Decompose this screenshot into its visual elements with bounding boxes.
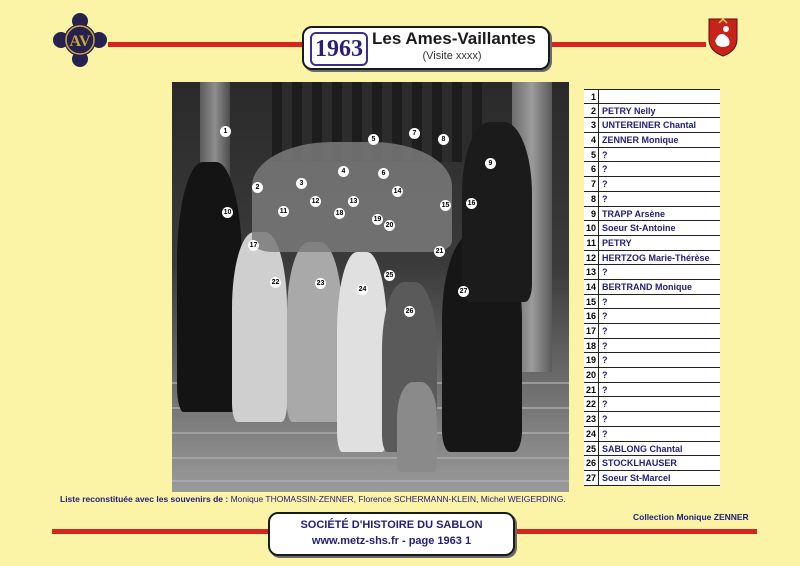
photo-marker: 18: [335, 210, 344, 217]
list-item-number: 20: [584, 368, 599, 382]
list-item-number: 17: [584, 324, 599, 338]
list-item-name: ZENNER Monique: [602, 135, 679, 146]
list-item: [584, 412, 720, 427]
photo-marker: 13: [349, 198, 358, 205]
list-item-number: 9: [584, 207, 599, 221]
list-item-number: 1: [584, 90, 599, 103]
footer-box: [268, 512, 515, 556]
list-item: [584, 280, 720, 295]
list-item-number: 22: [584, 397, 599, 411]
list-item: [584, 236, 720, 251]
list-item-number: 6: [584, 162, 599, 176]
photo-marker: 5: [368, 134, 379, 145]
list-item: [584, 427, 720, 442]
list-item-number: 14: [584, 280, 599, 294]
photo-marker: 11: [279, 208, 288, 215]
list-item: [584, 383, 720, 398]
list-item-name: PETRY Nelly: [602, 105, 656, 116]
list-item: [584, 456, 720, 471]
list-item: [584, 221, 720, 236]
list-item-name: ?: [602, 340, 608, 351]
girl-figure: [287, 242, 342, 422]
list-item: [584, 89, 720, 104]
photo-marker: 19: [373, 216, 382, 223]
list-item: [584, 133, 720, 148]
list-item-name: UNTEREINER Chantal: [602, 120, 697, 131]
av-logo-icon: [52, 12, 108, 68]
girl-figure: [232, 232, 287, 422]
list-item-name: ?: [602, 370, 608, 381]
list-item-name: TRAPP Arsène: [602, 208, 666, 219]
title-box: [302, 26, 550, 70]
list-item: [584, 397, 720, 412]
list-item-name: ?: [602, 428, 608, 439]
list-item-name: ?: [602, 267, 608, 278]
page-title: Les Ames-Vaillantes: [372, 29, 536, 48]
list-item-number: 27: [584, 471, 599, 485]
sources-caption: [60, 494, 566, 504]
photo-marker: 20: [385, 222, 394, 229]
list-item: [584, 353, 720, 368]
list-item-number: 10: [584, 221, 599, 235]
page-subtitle: (Visite xxxx): [422, 50, 482, 62]
list-item-number: 5: [584, 148, 599, 162]
site-page-link[interactable]: www.metz-shs.fr - page 1963 1: [311, 535, 472, 547]
photo-marker: 26: [405, 308, 414, 315]
list-item: [584, 339, 720, 354]
list-item-name: ?: [602, 399, 608, 410]
list-item-name: PETRY: [602, 237, 632, 248]
coat-figure: [397, 382, 437, 472]
list-item-name: ?: [602, 384, 608, 395]
logo-text: AV: [69, 33, 91, 50]
list-item: [584, 309, 720, 324]
photo-marker: 24: [358, 286, 367, 293]
list-item: [584, 368, 720, 383]
list-item-name: ?: [602, 355, 608, 366]
list-item-name: SABLONG Chantal: [602, 443, 683, 454]
society-name: SOCIÉTÉ D'HISTOIRE DU SABLON: [300, 519, 483, 531]
photo-marker: 27: [459, 288, 468, 295]
photo-marker: 8: [438, 134, 449, 145]
list-item-name: ?: [602, 149, 608, 160]
list-item-number: 18: [584, 339, 599, 353]
list-item: [584, 118, 720, 133]
list-item: [584, 207, 720, 222]
photo-marker: 16: [467, 200, 476, 207]
list-item-name: ?: [602, 311, 608, 322]
header-line-left: [108, 42, 302, 47]
priest-figure: [462, 122, 532, 302]
list-item-number: 3: [584, 118, 599, 132]
list-item: [584, 442, 720, 457]
photo-marker: 3: [296, 178, 307, 189]
list-item-name: ?: [602, 296, 608, 307]
list-item-number: 11: [584, 236, 599, 250]
photo-marker: 23: [316, 280, 325, 287]
list-item-name: ?: [602, 414, 608, 425]
list-item: [584, 471, 720, 486]
photo-marker: 6: [378, 168, 389, 179]
list-item-name: ?: [602, 164, 608, 175]
list-item: [584, 177, 720, 192]
photo-marker: 1: [220, 126, 231, 137]
photo-marker: 15: [441, 202, 450, 209]
list-item-number: 26: [584, 456, 599, 470]
list-item-name: Soeur St-Antoine: [602, 223, 676, 234]
list-item-number: 7: [584, 177, 599, 191]
list-item: [584, 251, 720, 266]
photo-marker: 2: [252, 182, 263, 193]
photo-marker: 7: [409, 128, 420, 139]
crest-icon: [707, 17, 739, 57]
list-item: [584, 265, 720, 280]
sources-names: Monique THOMASSIN-ZENNER, Florence SCHERMANN-KLEIN, Michel WEIGERDING.: [230, 494, 566, 504]
list-item-number: 12: [584, 251, 599, 265]
list-item: [584, 162, 720, 177]
list-item-number: 4: [584, 133, 599, 147]
photo-marker: 17: [249, 242, 258, 249]
list-item-number: 24: [584, 427, 599, 441]
list-item-name: ?: [602, 193, 608, 204]
list-item-number: 16: [584, 309, 599, 323]
list-item-name: Soeur St-Marcel: [602, 472, 671, 483]
photo-marker: 25: [385, 272, 394, 279]
list-item-name: ?: [602, 179, 608, 190]
list-item-number: 13: [584, 265, 599, 279]
photo-marker: 14: [393, 188, 402, 195]
group-photo: [172, 82, 569, 492]
sources-label: Liste reconstituée avec les souvenirs de :: [60, 494, 229, 504]
list-item-number: 8: [584, 192, 599, 206]
list-item-name: STOCKLHAUSER: [602, 458, 677, 469]
list-item: [584, 104, 720, 119]
list-item-number: 23: [584, 412, 599, 426]
header-line-right: [548, 42, 706, 47]
photo-marker: 9: [485, 158, 496, 169]
names-list: [584, 89, 720, 486]
collection-credit: Collection Monique ZENNER: [633, 512, 749, 522]
list-item: [584, 295, 720, 310]
list-item-name: BERTRAND Monique: [602, 281, 692, 292]
list-item: [584, 148, 720, 163]
photo-marker: 12: [311, 198, 320, 205]
footer-line-right: [513, 529, 757, 534]
list-item-name: ?: [602, 326, 608, 336]
list-item: [584, 324, 720, 339]
photo-marker: 10: [223, 209, 232, 216]
list-item-number: 19: [584, 353, 599, 367]
footer-line-left: [52, 529, 268, 534]
girl-figure: [337, 252, 387, 452]
list-item-number: 25: [584, 442, 599, 456]
list-item-number: 15: [584, 295, 599, 309]
year-label: 1963: [310, 32, 368, 66]
list-item-number: 2: [584, 104, 599, 118]
list-item: [584, 192, 720, 207]
photo-marker: 22: [271, 279, 280, 286]
photo-marker: 21: [435, 248, 444, 255]
list-item-number: 21: [584, 383, 599, 397]
list-item-name: HERTZOG Marie-Thérèse: [602, 252, 710, 263]
photo-marker: 4: [338, 166, 349, 177]
